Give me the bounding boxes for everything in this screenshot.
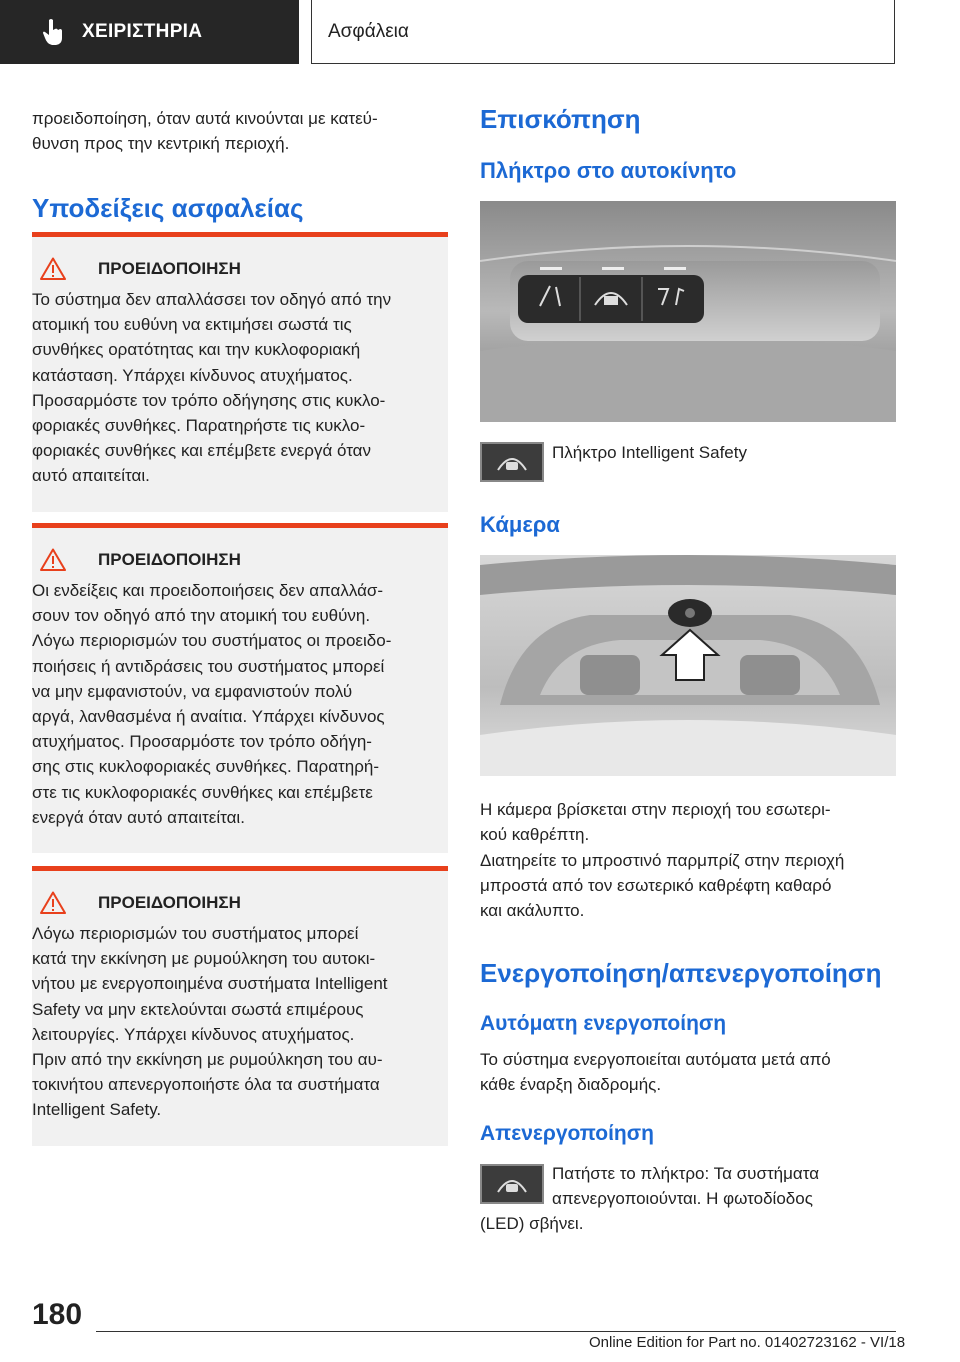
- text-line: Η κάμερα βρίσκεται στην περιοχή του εσωτερι-: [480, 800, 831, 819]
- footer-divider: [96, 1331, 896, 1332]
- warning-line: σουν τον οδηγό από την ατομική του ευθύνη.: [32, 606, 371, 626]
- warning-line: λειτουργίες. Υπάρχει κίνδυνος ατυχήματος.: [32, 1024, 355, 1044]
- section-title-text: Ασφάλεια: [328, 20, 409, 42]
- warning-line: φοριακές συνθήκες και επέμβετε ενεργά όταν: [32, 441, 372, 461]
- button-heading: Πλήκτρο στο αυτοκίνητο: [480, 158, 737, 183]
- header-section-title: [311, 0, 895, 64]
- footer-edition-visible: Online Edition for Part no. 01402723162 - VI/18: [589, 1334, 906, 1351]
- warning-line: αυτό απαιτείται.: [32, 466, 150, 486]
- warning-line: συνθήκες ορατότητας και την κυκλοφοριακή: [32, 340, 361, 360]
- text-line: κάθε έναρξη διαδρομής.: [480, 1075, 662, 1094]
- warning-triangle-icon: [40, 257, 66, 280]
- warning-line: Το σύστημα δεν απαλλάσσει τον οδηγό από την: [32, 290, 392, 309]
- warning-line: αργά, λανθασμένα ή αναίτια. Υπάρχει κίνδυνος: [32, 707, 385, 727]
- warning-line: ατυχήματος. Προσαρμόστε τον τρόπο οδήγη-: [32, 732, 372, 752]
- deactivation-text-2: (LED) σβήνει.: [480, 1214, 584, 1233]
- header-chapter-tab[interactable]: [0, 0, 299, 64]
- warning-box-1: [32, 232, 448, 512]
- warning-box-2: [32, 523, 448, 853]
- camera-text-2: [480, 848, 844, 923]
- button-panel-photo: [480, 201, 896, 422]
- safety-notes-heading: Υποδείξεις ασφαλείας: [32, 193, 304, 223]
- warning-box-3: [32, 866, 448, 1146]
- warning-line: κατάσταση. Υπάρχει κίνδυνος ατυχήματος.: [32, 365, 353, 385]
- warning-line: ενεργά όταν αυτό απαιτείται.: [32, 807, 245, 827]
- intelligent-safety-button-icon: [480, 1164, 544, 1204]
- warning-triangle-icon: [40, 548, 66, 571]
- text-line: Διατηρείτε το μπροστινό παρμπρίζ στην περιοχή: [480, 851, 845, 870]
- warning-line: Οι ενδείξεις και προειδοποιήσεις δεν απαλλάσ-: [32, 581, 384, 600]
- activation-heading: Ενεργοποίηση/απενεργοποίηση: [480, 958, 882, 988]
- warning-line: Πριν από την εκκίνηση με ρυμούλκηση του αυ-: [32, 1050, 383, 1070]
- camera-heading: Κάμερα: [480, 512, 560, 537]
- warning-text: [32, 287, 442, 489]
- text-line: κού καθρέπτη.: [480, 825, 590, 844]
- auto-activation-heading: Αυτόματη ενεργοποίηση: [480, 1012, 727, 1035]
- page-number: 180: [32, 1298, 83, 1331]
- warning-line: Λόγω περιορισμών του συστήματος οι προειδο-: [32, 631, 392, 651]
- warning-title: ΠΡΟΕΙΔΟΠΟΙΗΣΗ: [98, 892, 241, 912]
- warning-line: Προσαρμόστε τον τρόπο οδήγησης στις κυκλο-: [32, 390, 386, 410]
- intro-line-1: προειδοποίηση, όταν αυτά κινούνται με κατεύ-: [32, 109, 378, 128]
- text-line: μπροστά από τον εσωτερικό καθρέφτη καθαρό: [480, 876, 832, 895]
- header-chapter-label: ΧΕΙΡΙΣΤΗΡΙΑ: [82, 21, 203, 42]
- warning-line: στε τις κυκλοφοριακές συνθήκες και επέμβετε: [32, 782, 373, 802]
- warning-line: ποιήσεις ή αντιδράσεις του συστήματος μπορεί: [32, 656, 385, 676]
- warning-line: να μην εμφανιστούν, να εμφανιστούν πολύ: [32, 681, 353, 701]
- intelligent-safety-button-icon: [480, 442, 544, 482]
- warning-line: Safety να μην εκτελούνται σωστά επιμέρους: [32, 999, 364, 1019]
- auto-activation-text: [480, 1047, 831, 1097]
- camera-photo: [480, 555, 896, 776]
- camera-text-1: [480, 797, 831, 847]
- warning-title: ΠΡΟΕΙΔΟΠΟΙΗΣΗ: [98, 258, 241, 278]
- warning-line: ατομική του ευθύνη να εκτιμήσει σωστά τις: [32, 315, 352, 335]
- warning-line: κατά την εκκίνηση με ρυμούλκηση του αυτοκι-: [32, 949, 376, 969]
- overview-heading: Επισκόπηση: [480, 104, 641, 134]
- warning-triangle-icon: [40, 891, 66, 914]
- warning-text: [32, 921, 442, 1123]
- button-caption: Πλήκτρο Intelligent Safety: [552, 443, 747, 462]
- warning-line: φοριακές συνθήκες. Παρατηρήστε τις κυκλο-: [32, 416, 366, 436]
- warning-line: σης στις κυκλοφοριακές συνθήκες. Παρατηρή-: [32, 757, 379, 777]
- warning-line: τοκινήτου απενεργοποιήστε όλα τα συστήματα: [32, 1075, 380, 1095]
- intro-line-2: θυνση προς την κεντρική περιοχή.: [32, 134, 290, 153]
- warning-line: Λόγω περιορισμών του συστήματος μπορεί: [32, 924, 359, 943]
- warning-line: Intelligent Safety.: [32, 1100, 162, 1120]
- text-line: και ακάλυπτο.: [480, 901, 585, 920]
- text-line: Πατήστε το πλήκτρο: Τα συστήματα: [552, 1164, 820, 1183]
- text-line: Το σύστημα ενεργοποιείται αυτόματα μετά από: [480, 1050, 831, 1069]
- deactivation-text-1: [552, 1161, 819, 1211]
- hand-pointer-icon: [42, 18, 64, 46]
- deactivation-heading: Απενεργοποίηση: [480, 1122, 654, 1145]
- warning-text: [32, 578, 442, 830]
- text-line: απενεργοποιούνται. Η φωτοδίοδος: [552, 1189, 813, 1208]
- warning-line: νήτου με ενεργοποιημένα συστήματα Intelligent: [32, 974, 388, 994]
- warning-title: ΠΡΟΕΙΔΟΠΟΙΗΣΗ: [98, 549, 241, 569]
